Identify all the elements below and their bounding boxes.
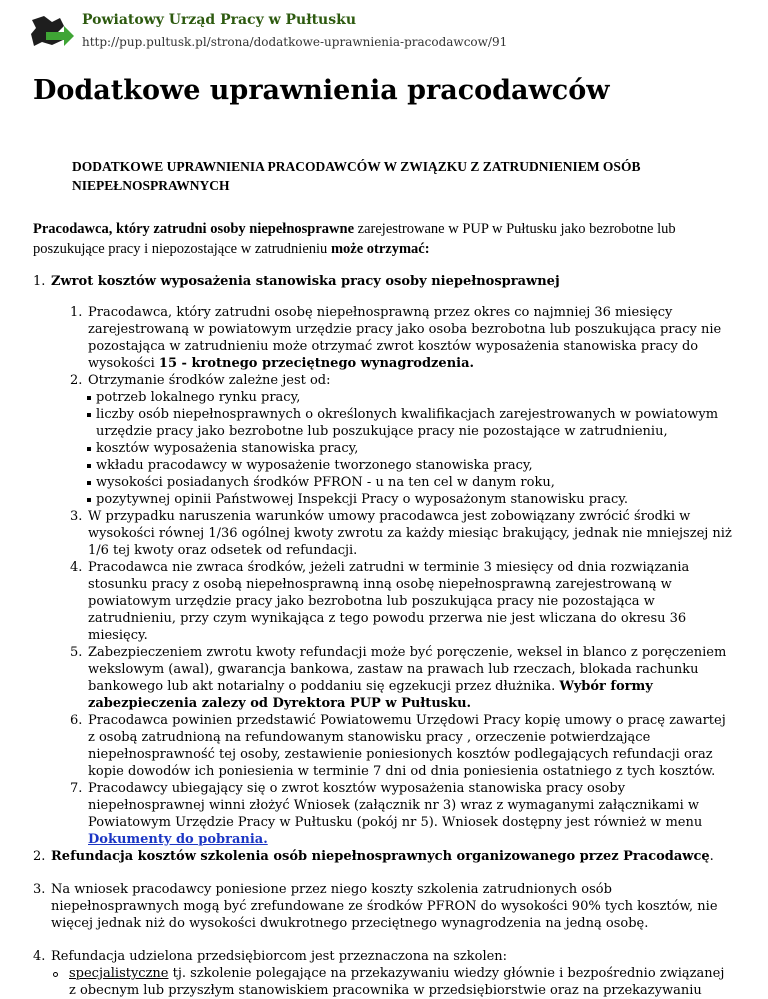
article-body — [33, 219, 733, 999]
list-item — [70, 712, 733, 780]
item-bold: Wybór formy zabezpieczenia zalezy od Dyrektora PUP w Pułtusku. — [88, 679, 653, 711]
bullet-item: wkładu pracodawcy w wyposażenie tworzonego stanowiska pracy, — [88, 457, 733, 474]
item-number: 6. — [70, 713, 83, 728]
section-title: Zwrot kosztów wyposażenia stanowiska pracy osoby niepełnosprawnej — [51, 274, 560, 289]
sub-list — [70, 304, 733, 848]
item-text: Pracodawca powinien przedstawić Powiatowemu Urzędowi Pracy kopię umowy o pracę zawartej z osobą zatrudnioną na refundowanym stanowisku pracy , orzeczenie potwierdzające niepełnosprawność tej osoby, zestawienie poniesionych kosztów podlegających refundacji oraz kopie dowodów ich poniesienia w terminie 7 dni od dnia poniesienia ostatniego z tych kosztów. — [88, 713, 726, 779]
site-header — [0, 0, 768, 60]
item-number: 3. — [70, 509, 83, 524]
main-list — [33, 273, 733, 999]
item-text: W przypadku naruszenia warunków umowy pracodawca jest zobowiązany zwrócić środki w wysokości równej 1/36 ogólnej kwoty zwrotu za każdy miesiąc brakujący, jednak nie mniejszej niż 1/6 tej kwoty oraz odsetek od refundacji. — [88, 509, 732, 558]
documents-download-link[interactable]: Dokumenty do pobrania. — [88, 832, 268, 847]
item-number: 4. — [70, 560, 83, 575]
item-text: Pracodawca, który zatrudni osobę niepełnosprawną przez okres co najmniej 36 miesięcy zarejestrowaną w powiatowym urzędzie pracy jako osoba bezrobotna lub poszukująca pracy nie pozostająca w zatrudnieniu może otrzymać zwrot kosztów wyposażenia stanowiska pracy do wysokości — [88, 305, 722, 371]
section-title-end: . — [709, 849, 714, 864]
item-text: tj. szkolenie polegające na przekazywaniu wiedzy głównie i bezpośrednio związanej z obecnym lub przyszłym stanowiskiem pracownika w przedsiębiorstwie oraz na przekazywaniu — [69, 966, 725, 998]
site-url[interactable]: http://pup.pultusk.pl/strona/dodatkowe-uprawnienia-pracodawcow/91 — [82, 35, 508, 49]
section-text: Na wniosek pracodawcy poniesione przez niego koszty szkolenia zatrudnionych osób niepełnosprawnych mogą być zrefundowane ze środków PFRON do wysokości 90% tych kosztów, nie więcej jednak niż do wysokości dwukrotnego przeciętnego wynagrodzenia na jedną osobę. — [51, 882, 718, 931]
section-3 — [33, 881, 733, 932]
list-item — [70, 304, 733, 372]
section-number: 3. — [33, 882, 46, 897]
item-number: 7. — [70, 781, 83, 796]
section-number: 2. — [33, 849, 46, 864]
list-item — [70, 372, 733, 508]
intro-middle: zarejestrowane w PUP w Pułtusku jako bezrobotne lub poszukujące pracy i niepozostające w zatrudnieniu — [33, 221, 676, 257]
list-item — [70, 780, 733, 848]
bullet-item: wysokości posiadanych środków PFRON - u na ten cel w danym roku, — [88, 474, 733, 491]
bullet-item: kosztów wyposażenia stanowiska pracy, — [88, 440, 733, 457]
list-item — [70, 508, 733, 559]
section-number: 4. — [33, 949, 46, 964]
item-number: 1. — [70, 305, 83, 320]
item-number: 2. — [70, 373, 83, 388]
intro-bold-start: Pracodawca, który zatrudni osoby niepełnosprawne — [33, 221, 355, 237]
section-title: Refundacja kosztów szkolenia osób niepełnosprawnych organizowanego przez Pracodawcę — [51, 849, 710, 864]
intro-paragraph — [33, 219, 733, 259]
list-item — [70, 559, 733, 644]
item-underlined: specjalistyczne — [69, 966, 169, 981]
section-number: 1. — [33, 274, 46, 289]
section-1 — [33, 273, 733, 848]
item-text: Zabezpieczeniem zwrotu kwoty refundacji może być poręczenie, weksel in blanco z poręczeniem wekslowym (awal), gwarancja bankowa, zastaw na prawach lub rzeczach, blokada rachunku bankowego lub akt notarialny o poddaniu się egzekucji przez dłużnika. — [88, 645, 727, 694]
item-text: Otrzymanie środków zależne jest od: — [88, 373, 331, 388]
bullet-item: potrzeb lokalnego rynku pracy, — [88, 389, 733, 406]
pup-logo-icon — [30, 14, 75, 50]
bullet-item: pozytywnej opinii Państwowej Inspekcji Pracy o wyposażonym stanowisku pracy. — [88, 491, 733, 508]
intro-bold-end: może otrzymać: — [330, 241, 430, 257]
section-2 — [33, 848, 733, 865]
page-subheading: DODATKOWE UPRAWNIENIA PRACODAWCÓW W ZWIĄZKU Z ZATRUDNIENIEM OSÓB NIEPEŁNOSPRAWNYCH — [72, 159, 641, 193]
item-text: Pracodawcy ubiegający się o zwrot kosztów wyposażenia stanowiska pracy osoby niepełnosprawnej winni złożyć Wniosek (załącznik nr 3) wraz z wymaganymi załącznikami w Powiatowym Urzędzie Pracy w Pułtusku (pokój nr 5). Wniosek dostępny jest również w menu — [88, 781, 703, 830]
item-bold: 15 - krotnego przeciętnego wynagrodzenia. — [158, 356, 475, 371]
section-text: Refundacja udzielona przedsiębiorcom jest przeznaczona na szkolen: — [51, 949, 508, 964]
site-title[interactable]: Powiatowy Urząd Pracy w Pułtusku — [82, 12, 356, 28]
bullet-item: liczby osób niepełnosprawnych o określonych kwalifikacjach zarejestrowanych w powiatowym urzędzie pracy jako bezrobotne lub poszukujące pracy nie pozostające w zatrudnieniu, — [88, 406, 733, 440]
bullet-list — [88, 389, 733, 508]
circle-bullet-icon — [53, 972, 58, 977]
list-item — [70, 644, 733, 712]
item-text: Pracodawca nie zwraca środków, jeżeli zatrudni w terminie 3 miesięcy od dnia rozwiązania stosunku pracy z osobą niepełnosprawną inną osobę niepełnosprawną zarejestrowaną w powiatowym urzędzie pracy jako bezrobotna lub poszukująca pracy nie pozostająca w zatrudnieniu, przy czym wynikająca z tego powodu przerwa nie jest wliczana do okresu 36 miesięcy. — [88, 560, 690, 643]
item-number: 5. — [70, 645, 83, 660]
section-4 — [33, 948, 733, 999]
page-title: Dodatkowe uprawnienia pracodawców — [33, 75, 610, 106]
